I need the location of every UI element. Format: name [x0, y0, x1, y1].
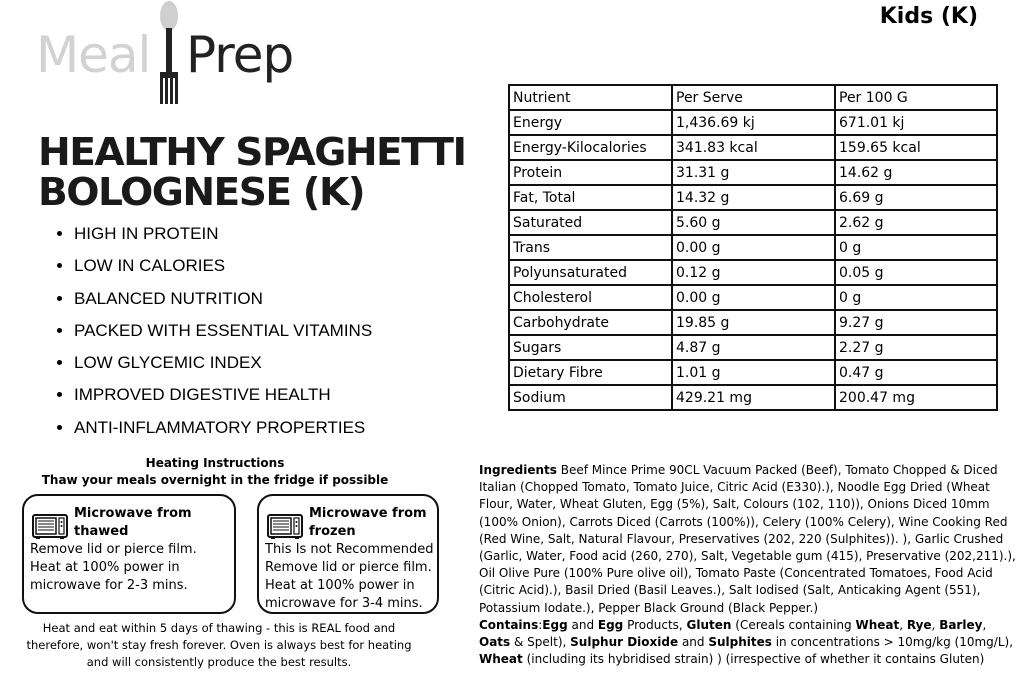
table-row — [509, 385, 997, 410]
nutrient-name-cell: Protein — [509, 160, 672, 185]
instruction-line: This Is not Recommended — [265, 542, 434, 557]
nutrient-name-cell: Energy — [509, 110, 672, 135]
allergen-text: , — [982, 617, 987, 632]
per-serve-cell: 4.87 g — [672, 335, 835, 360]
thawed-heading — [74, 505, 192, 541]
frozen-heading — [309, 505, 427, 541]
per-100g-cell: 200.47 mg — [835, 385, 997, 410]
fork-icon — [154, 0, 184, 108]
instruction-line: Remove lid or pierce film. — [265, 560, 432, 575]
nutrient-name-cell: Fat, Total — [509, 185, 672, 210]
table-row — [509, 335, 997, 360]
instruction-line: Heat at 100% power in — [30, 560, 180, 575]
microwave-icon — [32, 514, 68, 540]
product-title — [38, 130, 466, 214]
per-serve-cell: 341.83 kcal — [672, 135, 835, 160]
per-serve-cell: 429.21 mg — [672, 385, 835, 410]
microwave-icon — [267, 514, 303, 540]
nutrient-name-cell: Saturated — [509, 210, 672, 235]
per-100g-cell: 2.27 g — [835, 335, 997, 360]
benefit-item: • ANTI-INFLAMMATORY PROPERTIES — [74, 416, 372, 448]
nutrient-name-cell: Sugars — [509, 335, 672, 360]
ingredients-block — [479, 462, 1019, 668]
per-100g-cell: 671.01 kj — [835, 110, 997, 135]
instruction-line: Heat at 100% power in — [265, 578, 415, 593]
logo-text-meal: Meal — [36, 26, 151, 84]
variant-label: Kids (K) — [879, 4, 978, 29]
allergen-bold-text: Sulphites — [708, 635, 772, 650]
ingredients-paragraph — [479, 462, 1019, 617]
per-serve-cell: 0.12 g — [672, 260, 835, 285]
benefit-item: • LOW IN CALORIES — [74, 254, 372, 286]
product-title-line1: HEALTHY SPAGHETTI — [38, 130, 466, 174]
nutrient-name-cell: Energy-Kilocalories — [509, 135, 672, 160]
allergen-bold-text: Contains — [479, 617, 539, 632]
benefits-list — [38, 222, 372, 448]
per-serve-cell: 5.60 g — [672, 210, 835, 235]
nutrition-table — [508, 84, 998, 411]
instruction-line: microwave for 3-4 mins. — [265, 596, 423, 611]
per-serve-cell: 0.00 g — [672, 285, 835, 310]
table-row — [509, 185, 997, 210]
per-serve-cell: 1,436.69 kj — [672, 110, 835, 135]
thawed-instructions-box — [22, 494, 236, 614]
instruction-line: microwave for 2-3 mins. — [30, 578, 188, 593]
nutrient-name-cell: Sodium — [509, 385, 672, 410]
nutrient-name-cell: Carbohydrate — [509, 310, 672, 335]
instruction-line: Remove lid or pierce film. — [30, 542, 197, 557]
table-row — [509, 210, 997, 235]
header-cell: Per 100 G — [835, 85, 997, 110]
table-row — [509, 310, 997, 335]
logo-text-prep: Prep — [186, 26, 294, 84]
table-row — [509, 360, 997, 385]
allergen-bold-text: Egg — [597, 617, 624, 632]
benefit-item: • IMPROVED DIGESTIVE HEALTH — [74, 383, 372, 415]
benefit-item: • HIGH IN PROTEIN — [74, 222, 372, 254]
allergen-bold-text: Wheat — [855, 617, 900, 632]
per-100g-cell: 0 g — [835, 285, 997, 310]
table-header-row — [509, 85, 997, 110]
allergen-bold-text: Sulphur Dioxide — [570, 635, 679, 650]
nutrient-name-cell: Dietary Fibre — [509, 360, 672, 385]
per-serve-cell: 0.00 g — [672, 235, 835, 260]
thawed-heading-line1: Microwave from — [74, 506, 192, 521]
allergen-bold-text: Gluten — [686, 617, 732, 632]
allergen-text: (Cereals containing — [731, 617, 856, 632]
allergen-text: , — [899, 617, 907, 632]
table-row — [509, 135, 997, 160]
per-100g-cell: 0.05 g — [835, 260, 997, 285]
allergen-text: Products, — [623, 617, 687, 632]
per-100g-cell: 14.62 g — [835, 160, 997, 185]
nutrient-name-cell: Cholesterol — [509, 285, 672, 310]
per-serve-cell: 19.85 g — [672, 310, 835, 335]
thawed-heading-line2: thawed — [74, 524, 129, 539]
allergen-text: (including its hybridised strain) ) (irrespective of whether it contains Gluten) — [522, 652, 985, 667]
heating-footnote: Heat and eat within 5 days of thawing - this is REAL food and therefore, won't stay fresh forever. Oven is always best for heating and will consistently produce the best results. — [26, 621, 412, 669]
benefit-item: • LOW GLYCEMIC INDEX — [74, 351, 372, 383]
allergen-bold-text: Barley — [939, 617, 983, 632]
allergen-text: , — [931, 617, 940, 632]
frozen-heading-line1: Microwave from — [309, 506, 427, 521]
product-title-line2: BOLOGNESE (K) — [38, 170, 365, 214]
logo — [36, 0, 316, 110]
allergen-bold-text: Rye — [906, 617, 932, 632]
allergen-text: and — [567, 617, 598, 632]
per-100g-cell: 9.27 g — [835, 310, 997, 335]
allergen-bold-text: Wheat — [479, 652, 523, 667]
heating-header — [0, 455, 430, 489]
nutrient-name-cell: Polyunsaturated — [509, 260, 672, 285]
per-100g-cell: 6.69 g — [835, 185, 997, 210]
frozen-steps — [265, 541, 433, 613]
per-100g-cell: 2.62 g — [835, 210, 997, 235]
per-serve-cell: 14.32 g — [672, 185, 835, 210]
per-100g-cell: 0 g — [835, 235, 997, 260]
per-100g-cell: 159.65 kcal — [835, 135, 997, 160]
frozen-heading-line2: frozen — [309, 524, 356, 539]
benefit-item: • BALANCED NUTRITION — [74, 287, 372, 319]
heating-subtitle: Thaw your meals overnight in the fridge if possible — [41, 473, 389, 487]
per-serve-cell: 1.01 g — [672, 360, 835, 385]
ingredients-text: Beef Mince Prime 90CL Vacuum Packed (Beef), Tomato Chopped & Diced Italian (Chopped Tomato, Tomato Juice, Citric Acid (E330).), Noodle Egg Dried (Wheat Flour, Water, Wheat Gluten, Egg (5%), Salt, Colours (102, 110)), Onions Diced 10mm (100% Onion), Carrots Diced (Carrots (100%)), Celery (100% Celery), Wine Cooking Red (Red Wine, Salt, Natural Flavour, Preservatives (202, 220 (Sulphites)). ), Garlic Crushed (Garlic, Water, Food acid (260, 270), Salt, Vegetable gum (415), Preservative (202,211).), Oil Olive Pure (100% Pure olive oil), Tomato Paste (Concentrated Tomatoes, Food Acid (Citric Acid).), Basil Dried (Basil Leaves.), Salt Iodised (Salt, Anticaking Agent (551), Potassium Iodate.), Pepper Black Ground (Black Pepper.) — [479, 463, 1016, 615]
thawed-steps — [30, 541, 197, 595]
table-row — [509, 110, 997, 135]
table-row — [509, 260, 997, 285]
allergen-text: : — [538, 617, 543, 632]
header-cell: Nutrient — [509, 85, 672, 110]
allergen-text: and — [678, 635, 709, 650]
heating-title: Heating Instructions — [145, 456, 285, 470]
benefit-item: • PACKED WITH ESSENTIAL VITAMINS — [74, 319, 372, 351]
per-serve-cell: 31.31 g — [672, 160, 835, 185]
per-100g-cell: 0.47 g — [835, 360, 997, 385]
allergen-bold-text: Oats — [479, 635, 511, 650]
allergen-text: & Spelt), — [510, 635, 571, 650]
table-row — [509, 235, 997, 260]
table-row — [509, 160, 997, 185]
allergen-bold-text: Egg — [542, 617, 568, 632]
table-row — [509, 285, 997, 310]
nutrient-name-cell: Trans — [509, 235, 672, 260]
frozen-instructions-box — [257, 494, 439, 614]
ingredients-label: Ingredients — [479, 463, 557, 477]
header-cell: Per Serve — [672, 85, 835, 110]
allergen-text: in concentrations > 10mg/kg (10mg/L), — [771, 635, 1014, 650]
allergen-statement — [479, 617, 1019, 669]
